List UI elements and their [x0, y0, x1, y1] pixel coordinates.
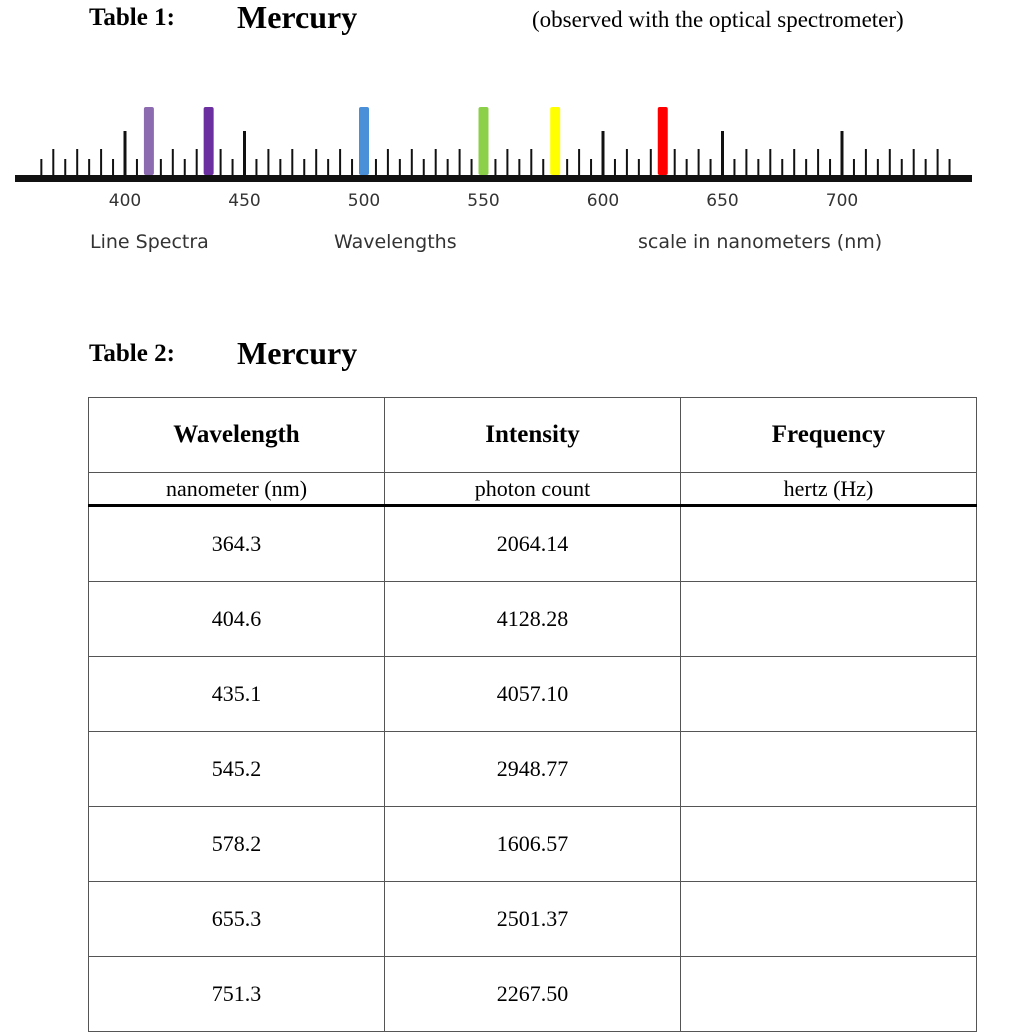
emission-line: [359, 107, 369, 175]
cell-wavelength: 655.3: [89, 882, 385, 957]
table-row: [89, 582, 977, 657]
caption-wavelengths: Wavelengths: [334, 231, 457, 253]
cell-frequency[interactable]: [681, 732, 977, 807]
cell-wavelength: 435.1: [89, 657, 385, 732]
spectrum-tick-labels: [109, 191, 858, 211]
table-row: [89, 807, 977, 882]
spectrum-lines: [144, 107, 668, 175]
cell-intensity: 2064.14: [385, 506, 681, 582]
emission-line: [658, 107, 668, 175]
col-header-wavelength: Wavelength: [89, 398, 385, 473]
cell-wavelength: 751.3: [89, 957, 385, 1032]
emission-line: [550, 107, 560, 175]
cell-intensity: 4057.10: [385, 657, 681, 732]
cell-wavelength: 364.3: [89, 506, 385, 582]
cell-intensity: 4128.28: [385, 582, 681, 657]
table-row: [89, 506, 977, 582]
tick-label: 550: [467, 191, 500, 211]
cell-intensity: 2501.37: [385, 882, 681, 957]
unit-row: [89, 473, 977, 506]
cell-frequency[interactable]: [681, 582, 977, 657]
table-row: [89, 957, 977, 1032]
col-header-frequency: Frequency: [681, 398, 977, 473]
caption-line-spectra: Line Spectra: [90, 231, 209, 253]
cell-wavelength: 404.6: [89, 582, 385, 657]
cell-intensity: 2948.77: [385, 732, 681, 807]
table-row: [89, 882, 977, 957]
cell-frequency[interactable]: [681, 506, 977, 582]
cell-frequency[interactable]: [681, 882, 977, 957]
cell-frequency[interactable]: [681, 807, 977, 882]
cell-intensity: 2267.50: [385, 957, 681, 1032]
cell-wavelength: 578.2: [89, 807, 385, 882]
col-header-intensity: Intensity: [385, 398, 681, 473]
tick-label: 400: [108, 191, 142, 211]
tick-label: 600: [586, 191, 620, 211]
tick-label: 450: [228, 191, 261, 211]
unit-frequency: hertz (Hz): [681, 473, 977, 506]
table2-element-name: Mercury: [237, 335, 358, 371]
tick-label: 500: [347, 191, 381, 211]
unit-intensity: photon count: [385, 473, 681, 506]
spectrum-ticks: [41, 131, 949, 177]
table-row: [89, 732, 977, 807]
tick-label: 700: [825, 191, 859, 211]
table1-label: Table 1:: [89, 4, 175, 31]
caption-scale: scale in nanometers (nm): [638, 231, 883, 253]
cell-frequency[interactable]: [681, 657, 977, 732]
cell-wavelength: 545.2: [89, 732, 385, 807]
emission-line: [204, 107, 214, 175]
emission-line: [144, 107, 154, 175]
cell-intensity: 1606.57: [385, 807, 681, 882]
spectrum-axis-bar: [15, 175, 972, 182]
tick-label: 650: [706, 191, 739, 211]
table-row: [89, 657, 977, 732]
table2-label: Table 2:: [89, 340, 175, 367]
unit-wavelength: nanometer (nm): [89, 473, 385, 506]
table1-note: (observed with the optical spectrometer): [532, 7, 904, 32]
cell-frequency[interactable]: [681, 957, 977, 1032]
header-row: [89, 398, 977, 473]
emission-line: [479, 107, 489, 175]
table1-element-name: Mercury: [237, 0, 358, 35]
data-table: [88, 397, 977, 1032]
